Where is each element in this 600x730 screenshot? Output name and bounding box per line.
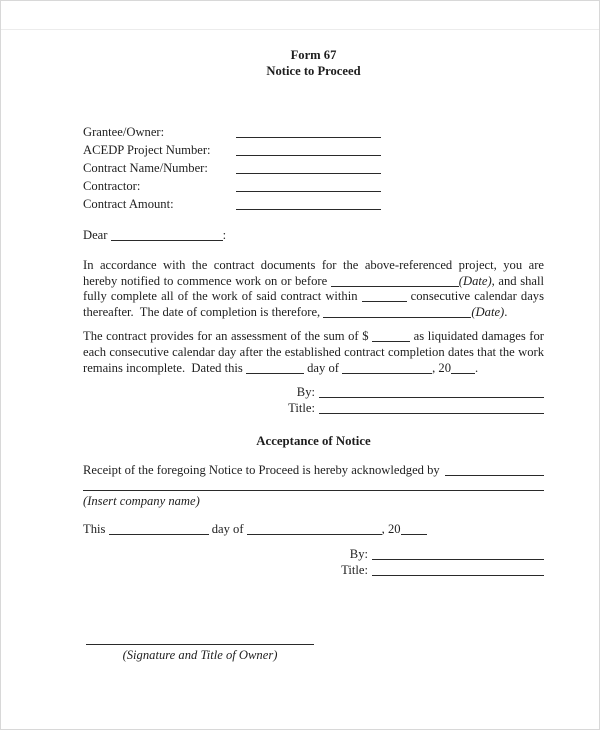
year-prefix-label: , 20 bbox=[381, 522, 401, 537]
this-year-blank bbox=[401, 534, 427, 535]
grantee-owner-blank bbox=[236, 137, 381, 138]
owner-signoff-block bbox=[83, 385, 544, 416]
title-label-2: Title: bbox=[341, 562, 368, 577]
contract-amount-label: Contract Amount: bbox=[83, 197, 174, 211]
field-row-contractor bbox=[83, 179, 544, 197]
title-label: Title: bbox=[288, 400, 315, 415]
project-number-blank bbox=[236, 155, 381, 156]
acceptance-date-line bbox=[83, 522, 544, 540]
owner-by-row bbox=[83, 385, 544, 401]
paragraph-liquidated-damages bbox=[83, 329, 544, 376]
contractor-label: Contractor: bbox=[83, 179, 141, 193]
p1-text-4: . bbox=[504, 304, 508, 319]
owner-title-blank bbox=[319, 413, 544, 414]
acceptance-title-blank bbox=[372, 575, 544, 576]
dear-label: Dear bbox=[83, 228, 111, 242]
dated-year-blank bbox=[451, 373, 475, 374]
p1-text-1: In accordance with the contract documents for the above-referenced project, you are hereby notified to commence work on or before bbox=[83, 258, 544, 288]
form-name: Notice to Proceed bbox=[266, 64, 361, 78]
day-of-label: day of bbox=[208, 522, 247, 537]
salutation-line bbox=[83, 228, 544, 246]
commence-date-blank bbox=[331, 286, 459, 287]
this-month-blank bbox=[247, 534, 382, 535]
p2-text-3: day of bbox=[303, 360, 343, 375]
form-title bbox=[83, 47, 544, 79]
form-content bbox=[1, 1, 599, 664]
contract-name-label: Contract Name/Number: bbox=[83, 161, 208, 175]
by-label-2: By: bbox=[349, 547, 368, 562]
field-row-grantee-owner bbox=[83, 125, 544, 143]
p2-text-4: , 20 bbox=[432, 360, 451, 375]
p2-text-5: . bbox=[475, 360, 479, 375]
owner-signature-line bbox=[86, 634, 314, 645]
this-day-blank bbox=[109, 534, 209, 535]
this-label: This bbox=[83, 522, 109, 537]
page-top-rule bbox=[1, 29, 599, 30]
paragraph-commencement bbox=[83, 258, 544, 320]
salutation-colon: : bbox=[222, 228, 227, 242]
acceptance-heading: Acceptance of Notice bbox=[256, 434, 371, 449]
dated-day-blank bbox=[246, 373, 304, 374]
receipt-line bbox=[83, 463, 544, 479]
acknowledged-by-blank bbox=[445, 475, 544, 476]
form-number: Form 67 bbox=[290, 48, 337, 62]
p2-text-1: The contract provides for an assessment of the sum of $ bbox=[83, 329, 373, 344]
p1-text-3: consecutive calendar days thereafter. The date of completion is therefore, bbox=[83, 289, 545, 319]
p1-text-2: , and shall fully complete all of the work of said contract within bbox=[83, 273, 544, 304]
contractor-blank bbox=[236, 191, 381, 192]
receipt-text: Receipt of the foregoing Notice to Proceed is hereby acknowledged by bbox=[83, 462, 440, 477]
contract-amount-blank bbox=[236, 209, 381, 210]
dated-month-blank bbox=[342, 373, 432, 374]
field-row-project-number bbox=[83, 143, 544, 161]
header-fields bbox=[83, 125, 544, 215]
damages-amount-blank bbox=[372, 341, 410, 342]
signature-caption: (Signature and Title of Owner) bbox=[122, 648, 278, 663]
p2-text-2: as liquidated damages for each consecutive calendar day after the established contract completion dates that the work remains incomplete. Dated this bbox=[83, 329, 544, 375]
company-name-line bbox=[83, 484, 544, 491]
owner-by-signature-blank bbox=[319, 397, 544, 398]
dear-name-blank bbox=[111, 240, 223, 241]
company-name-caption: (Insert company name) bbox=[83, 493, 200, 508]
acceptance-signoff-block bbox=[83, 547, 544, 578]
completion-date-blank bbox=[323, 317, 471, 318]
grantee-owner-label: Grantee/Owner: bbox=[83, 125, 165, 139]
contract-name-blank bbox=[236, 173, 381, 174]
p1-date-label-1: (Date) bbox=[458, 273, 492, 288]
signature-block bbox=[86, 634, 314, 664]
field-row-contract-amount bbox=[83, 197, 544, 215]
acceptance-by-signature-blank bbox=[372, 559, 544, 560]
field-row-contract-name bbox=[83, 161, 544, 179]
owner-title-row bbox=[83, 401, 544, 417]
acceptance-by-row bbox=[83, 547, 544, 563]
calendar-days-blank bbox=[362, 301, 407, 302]
project-number-label: ACEDP Project Number: bbox=[83, 143, 211, 157]
p1-date-label-2: (Date) bbox=[471, 304, 505, 319]
acceptance-title-row bbox=[83, 563, 544, 579]
by-label: By: bbox=[296, 385, 315, 400]
